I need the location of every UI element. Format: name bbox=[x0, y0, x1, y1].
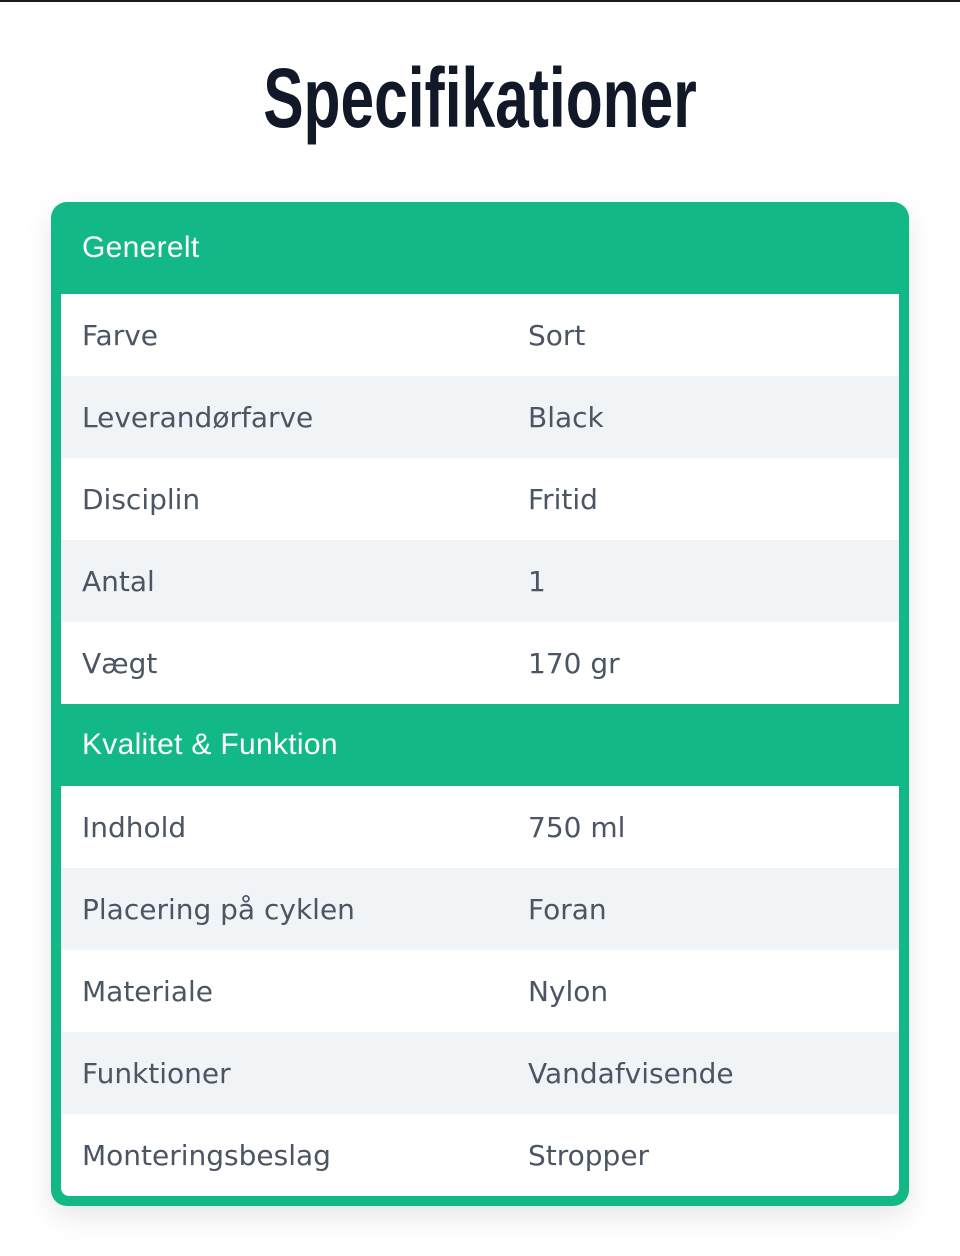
table-row bbox=[61, 950, 899, 1032]
spec-label: Materiale bbox=[82, 974, 213, 1008]
spec-label: Vægt bbox=[82, 646, 158, 680]
spec-label: Farve bbox=[82, 318, 159, 352]
spec-label: Leverandørfarve bbox=[82, 400, 314, 434]
spec-label: Monteringsbeslag bbox=[82, 1138, 331, 1172]
table-row bbox=[61, 458, 899, 540]
section-header-generelt: Generelt bbox=[82, 231, 200, 264]
section-header-kvalitet-funktion: Kvalitet & Funktion bbox=[82, 728, 338, 761]
top-divider bbox=[0, 0, 960, 2]
spec-label: Antal bbox=[82, 564, 155, 598]
spec-value: Sort bbox=[528, 318, 586, 352]
table-row bbox=[61, 1114, 899, 1196]
table-row bbox=[61, 376, 899, 458]
spec-value: Foran bbox=[528, 892, 607, 926]
spec-label: Indhold bbox=[82, 810, 187, 844]
table-row bbox=[61, 786, 899, 868]
table-row bbox=[61, 294, 899, 376]
spec-value: Black bbox=[528, 400, 604, 434]
spec-value: 1 bbox=[528, 564, 546, 598]
spec-value: 750 ml bbox=[528, 810, 626, 844]
spec-table bbox=[51, 202, 909, 1206]
spec-value: Nylon bbox=[528, 974, 609, 1008]
page-title: Specifikationer bbox=[263, 51, 697, 145]
spec-value: 170 gr bbox=[528, 646, 620, 680]
spec-value: Stropper bbox=[528, 1138, 650, 1172]
table-row bbox=[61, 622, 899, 704]
table-row bbox=[61, 868, 899, 950]
spec-label: Disciplin bbox=[82, 482, 201, 516]
spec-label: Funktioner bbox=[82, 1056, 231, 1090]
table-row bbox=[61, 1032, 899, 1114]
spec-value: Fritid bbox=[528, 482, 598, 516]
spec-value: Vandafvisende bbox=[528, 1056, 734, 1090]
spec-label: Placering på cyklen bbox=[82, 892, 355, 926]
table-row bbox=[61, 540, 899, 622]
